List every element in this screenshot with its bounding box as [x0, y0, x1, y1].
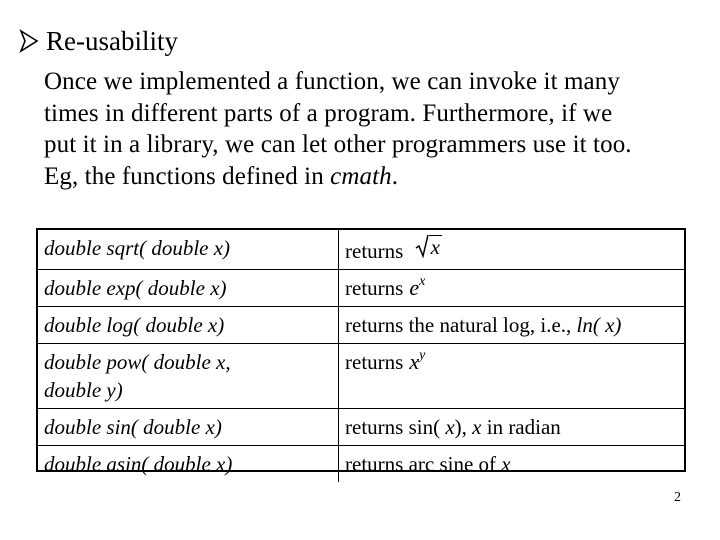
function-signature: double sin( double x) [38, 409, 339, 446]
returns-text: in radian [486, 415, 561, 439]
returns-text: returns the natural log, i.e., [345, 313, 572, 337]
paragraph-text: Eg, the functions defined in [44, 162, 331, 190]
table-row [38, 230, 684, 270]
power-base: e [409, 275, 420, 300]
power-base: x [409, 349, 420, 374]
returns-text: returns [345, 276, 404, 300]
signature-line: double y) [44, 378, 123, 402]
table-row [38, 307, 684, 344]
variable: x [445, 415, 455, 439]
function-return [339, 344, 685, 409]
power-exponent: y [419, 348, 426, 363]
radicand: x [430, 235, 440, 259]
signature-line: double pow( double x, [44, 350, 231, 374]
function-signature: double log( double x) [38, 307, 339, 344]
paragraph-text: . [391, 162, 399, 190]
variable: x [472, 415, 482, 439]
function-return [339, 409, 685, 446]
math-expression: ln( x) [576, 313, 622, 337]
sqrt-expression [415, 234, 442, 258]
paragraph-line: times in different parts of a program. Furthermore, if we [44, 99, 613, 127]
paragraph-line: Once we implemented a function, we can invoke it many [44, 68, 620, 95]
functions-table [36, 228, 686, 476]
arrow-bullet-icon [18, 29, 40, 53]
function-return [339, 446, 685, 483]
returns-text: ), [454, 415, 467, 439]
table-row [38, 270, 684, 307]
body-paragraph [44, 66, 704, 192]
function-signature: double exp( double x) [38, 270, 339, 307]
returns-text: returns arc sine of [345, 452, 497, 476]
paragraph-line [44, 161, 704, 193]
function-return [339, 230, 685, 270]
returns-text: returns sin( [345, 415, 441, 439]
function-return [339, 307, 685, 344]
function-return [339, 270, 685, 307]
function-signature [38, 344, 339, 409]
cmath-term: cmath [330, 162, 392, 190]
paragraph-line: put it in a library, we can let other programmers use it too. [44, 131, 632, 158]
function-signature: double asin( double x) [38, 446, 339, 483]
function-signature: double sqrt( double x) [38, 230, 339, 270]
page-number: 2 [674, 490, 681, 505]
variable: x [501, 452, 511, 476]
power-exponent: x [419, 274, 426, 289]
table-row [38, 409, 684, 446]
table-row [38, 446, 684, 483]
returns-text: returns [345, 350, 404, 374]
bullet-heading [18, 24, 178, 58]
radical-sign-icon [415, 234, 429, 258]
heading-text: Re-usability [46, 26, 178, 56]
table-row [38, 344, 684, 409]
returns-text: returns [345, 239, 404, 263]
